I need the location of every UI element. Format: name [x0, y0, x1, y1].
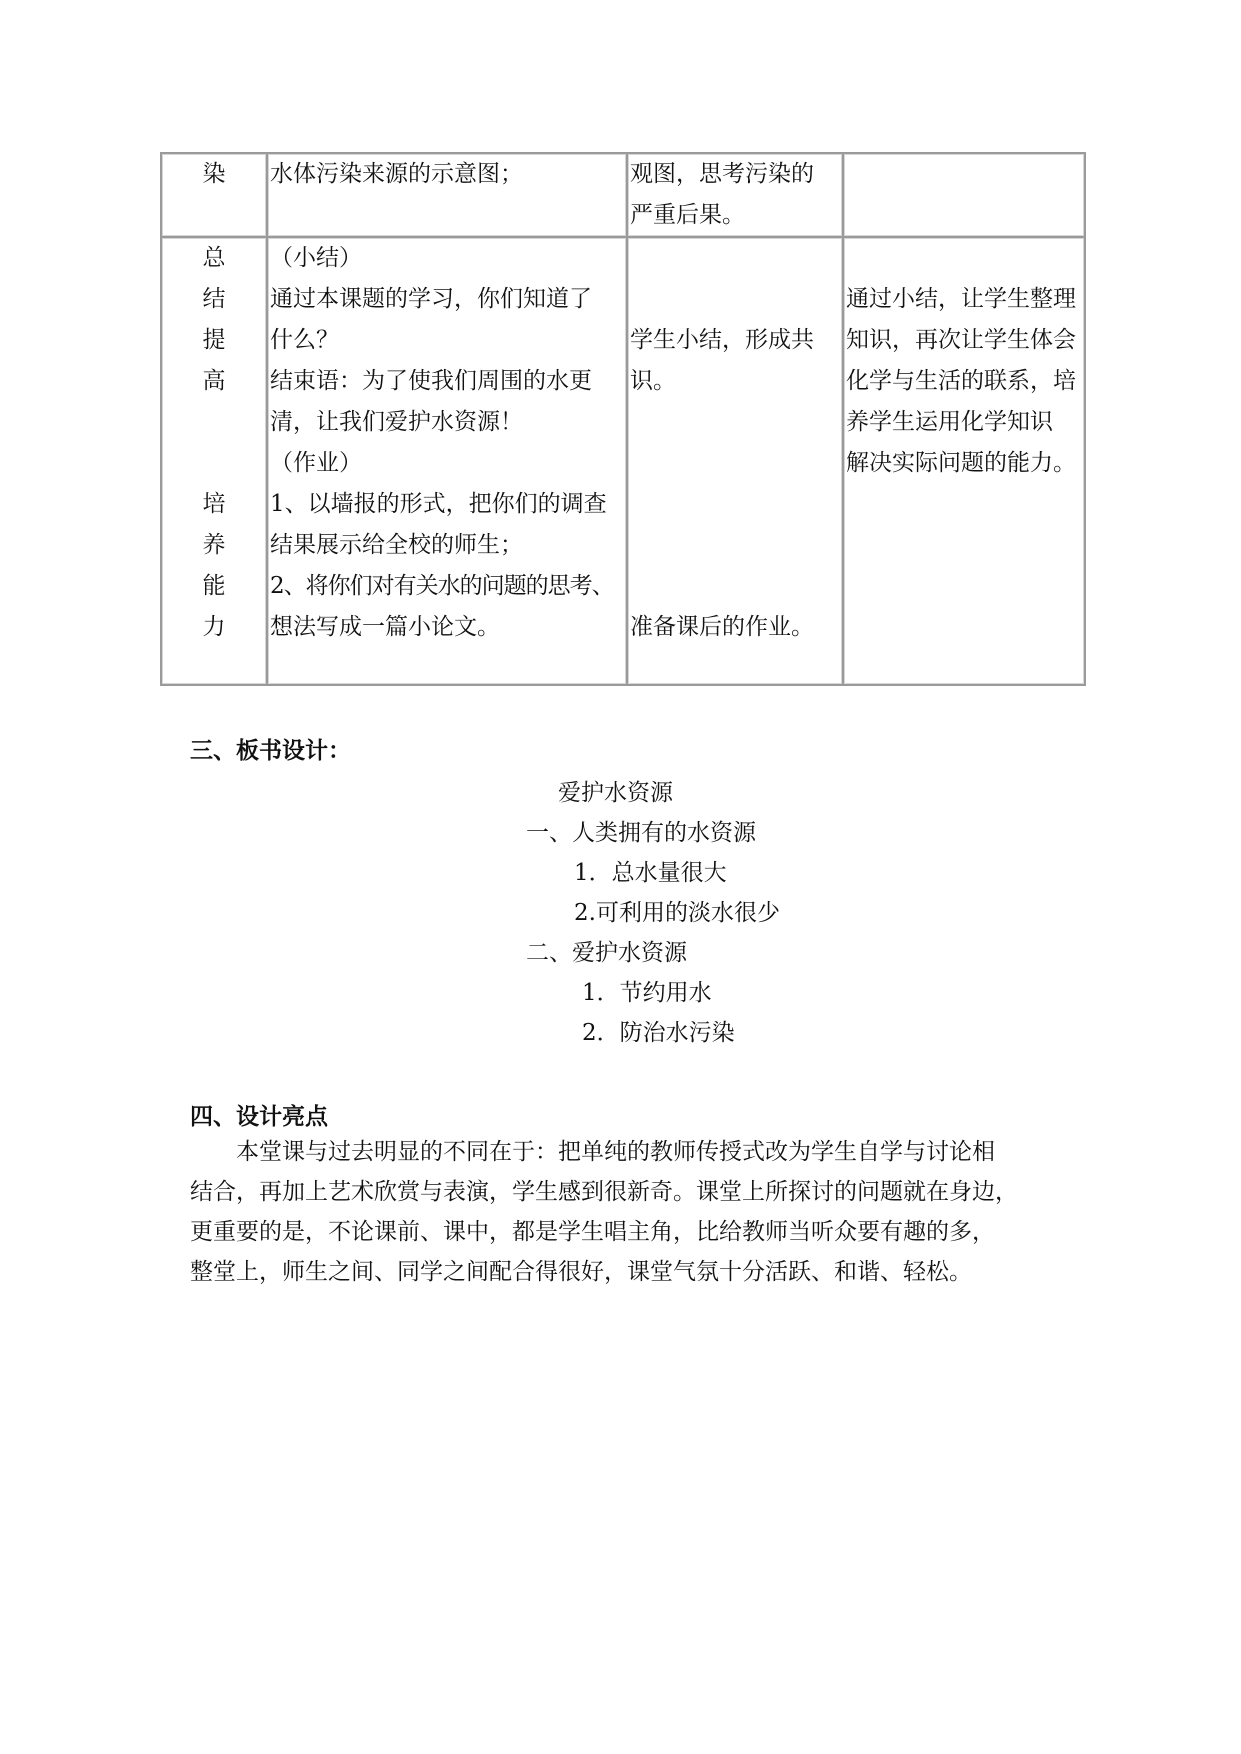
board-item: 1．节约用水: [582, 980, 712, 1006]
student-text: [630, 402, 840, 443]
stage-char: 力: [202, 614, 226, 640]
intent-text: 通过小结，让学生整理: [846, 286, 1076, 312]
teacher-text: （小结）: [270, 245, 362, 271]
board-item: 2.可利用的淡水很少: [574, 900, 780, 926]
stage-char: 提: [202, 327, 226, 353]
highlights-heading: 四、设计亮点: [190, 1104, 328, 1130]
intent-text: 化学与生活的联系，培: [846, 368, 1076, 394]
paragraph-line: 结合，再加上艺术欣赏与表演，学生感到很新奇。课堂上所探讨的问题就在身边，: [190, 1179, 1018, 1205]
teacher-text: 结束语：为了使我们周围的水更: [270, 368, 592, 394]
highlights-paragraph: [190, 1132, 1070, 1292]
intent-text: [846, 238, 1082, 279]
paragraph-line: 本堂课与过去明显的不同在于：把单纯的教师传授式改为学生自学与讨论相: [190, 1139, 995, 1165]
design-intent-cell: [843, 237, 1085, 685]
student-text: 观图，思考污染的: [630, 161, 814, 187]
student-activity-cell: [627, 153, 843, 237]
board-title: 爱护水资源: [558, 780, 673, 806]
paragraph-line: 更重要的是，不论课前、课中，都是学生唱主角，比给教师当听众要有趣的多，: [190, 1219, 995, 1245]
stage-char: 养: [202, 532, 226, 558]
student-text: [630, 238, 840, 279]
student-text: 学生小结，形成共: [630, 327, 814, 353]
stage-char: [164, 443, 264, 484]
stage-char: 能: [202, 573, 226, 599]
teacher-text: 什么？: [270, 327, 339, 353]
stage-char: 总: [202, 245, 226, 271]
student-text: [630, 566, 840, 607]
teacher-activity-cell: [267, 237, 627, 685]
board-design-heading: 三、板书设计：: [190, 738, 351, 764]
student-text: [630, 443, 840, 484]
teacher-text: 通过本课题的学习，你们知道了: [270, 286, 592, 312]
board-item: 2．防治水污染: [582, 1020, 735, 1046]
board-item: 1．总水量很大: [574, 860, 727, 886]
student-text: [630, 484, 840, 525]
stage-cell: [161, 237, 267, 685]
teacher-text: 结果展示给全校的师生；: [270, 532, 523, 558]
paragraph-line: 整堂上，师生之间、同学之间配合得很好，课堂气氛十分活跃、和谐、轻松。: [190, 1259, 972, 1285]
teacher-text: 水体污染来源的示意图；: [270, 161, 523, 187]
lesson-table: [160, 152, 1086, 686]
teacher-text: 想法写成一篇小论文。: [270, 614, 500, 640]
table-row: [161, 153, 1085, 237]
stage-text: 染: [202, 161, 226, 187]
table-row: [161, 237, 1085, 685]
board-section-2: 二、爱护水资源: [526, 940, 687, 966]
design-intent-cell: [843, 153, 1085, 237]
student-text: [630, 525, 840, 566]
student-text: 识。: [630, 368, 676, 394]
student-text: [630, 279, 840, 320]
board-section-1: 一、人类拥有的水资源: [526, 820, 756, 846]
intent-text: 解决实际问题的能力。: [846, 450, 1076, 476]
teacher-text: 1、以墙报的形式，把你们的调查: [270, 491, 607, 517]
teacher-activity-cell: [267, 153, 627, 237]
teacher-text: 清，让我们爱护水资源！: [270, 409, 523, 435]
student-activity-cell: [627, 237, 843, 685]
intent-text: 知识，再次让学生体会: [846, 327, 1076, 353]
stage-char: 培: [202, 491, 226, 517]
stage-char: [164, 402, 264, 443]
stage-cell: [161, 153, 267, 237]
student-text: 严重后果。: [630, 202, 745, 228]
student-text: 准备课后的作业。: [630, 614, 814, 640]
teacher-text: 2、将你们对有关水的问题的思考、: [270, 573, 614, 599]
teacher-text: （作业）: [270, 450, 362, 476]
stage-char: 结: [202, 286, 226, 312]
stage-char: 高: [202, 368, 226, 394]
intent-text: 养学生运用化学知识: [846, 409, 1053, 435]
